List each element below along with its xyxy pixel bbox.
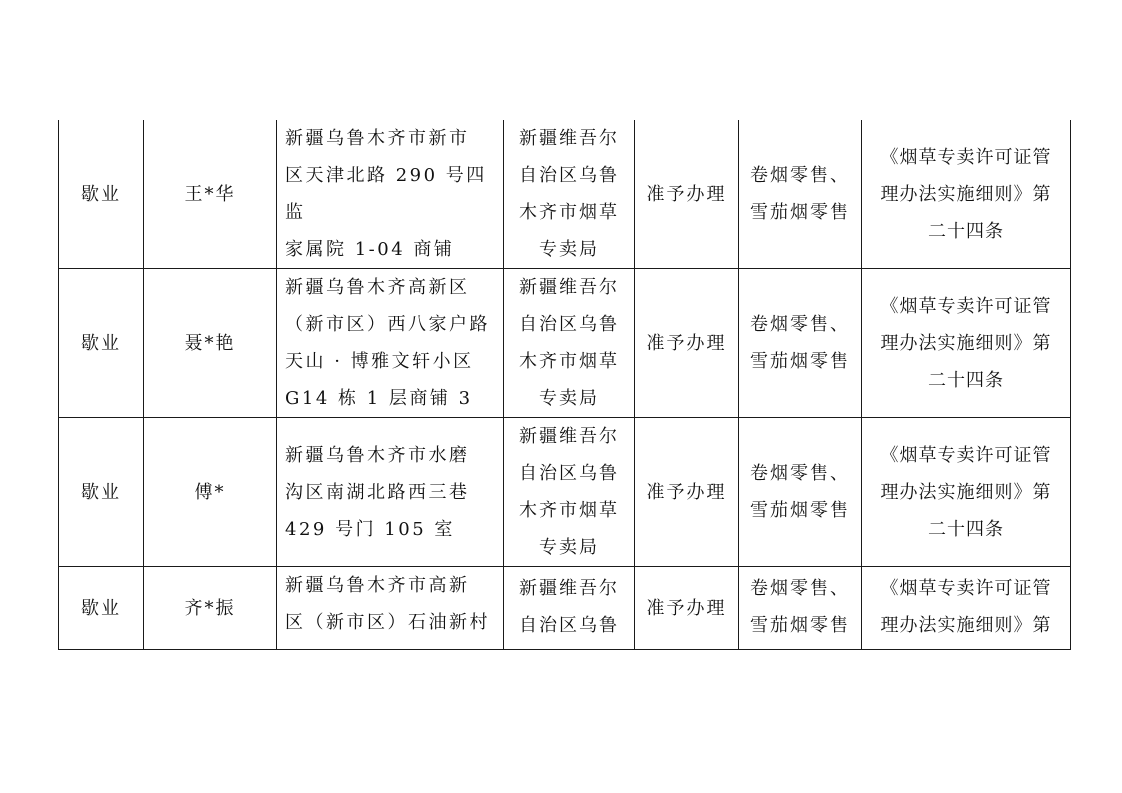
document-page (58, 120, 1070, 650)
category-cell: 歇业 (59, 120, 144, 269)
authority-line: 专卖局 (539, 388, 599, 409)
authority-line: 专卖局 (539, 537, 599, 558)
result-cell: 准予办理 (635, 269, 739, 418)
address-line: 天山 · 博雅文轩小区 (285, 351, 474, 372)
authority-line: 自治区乌鲁 (519, 463, 619, 484)
basis-cell (862, 418, 1071, 567)
basis-cell (862, 269, 1071, 418)
basis-cell (862, 567, 1071, 650)
authority-line: 专卖局 (539, 239, 599, 260)
address-line: 区天津北路 290 号四监 (285, 165, 487, 223)
basis-line: 《烟草专卖许可证管 (880, 146, 1052, 168)
authority-line: 自治区乌鲁 (519, 615, 619, 636)
authority-line: 木齐市烟草 (519, 500, 619, 521)
basis-line: 《烟草专卖许可证管 (880, 444, 1052, 466)
result-cell: 准予办理 (635, 567, 739, 650)
authority-cell (504, 418, 635, 567)
basis-line: 理办法实施细则》第 (880, 615, 1052, 636)
authority-line: 木齐市烟草 (519, 351, 619, 372)
name-cell: 聂*艳 (144, 269, 277, 418)
address-cell (277, 418, 504, 567)
scope-line: 卷烟零售、 (750, 165, 850, 186)
scope-cell (739, 120, 862, 269)
basis-line: 理办法实施细则》第 (880, 481, 1052, 503)
name-cell: 王*华 (144, 120, 277, 269)
basis-line: 《烟草专卖许可证管 (880, 295, 1052, 317)
address-line: G14 栋 1 层商铺 3 (285, 388, 473, 409)
basis-line: 理办法实施细则》第 (880, 332, 1052, 354)
scope-line: 卷烟零售、 (750, 578, 850, 599)
basis-line: 二十四条 (928, 369, 1004, 391)
address-line: 新疆乌鲁木齐市新市 (285, 128, 470, 149)
authority-line: 新疆维吾尔 (519, 426, 619, 447)
address-line: 新疆乌鲁木齐高新区 (285, 277, 470, 298)
name-cell: 傅* (144, 418, 277, 567)
category-cell: 歇业 (59, 418, 144, 567)
address-line: 家属院 1-04 商铺 (285, 239, 455, 260)
scope-line: 雪茄烟零售 (750, 615, 850, 636)
authority-cell (504, 567, 635, 650)
scope-cell (739, 567, 862, 650)
category-cell: 歇业 (59, 567, 144, 650)
basis-line: 理办法实施细则》第 (880, 183, 1052, 205)
address-line: 429 号门 105 室 (285, 518, 455, 540)
category-cell: 歇业 (59, 269, 144, 418)
scope-line: 卷烟零售、 (750, 463, 850, 484)
address-line: 新疆乌鲁木齐市高新 (285, 575, 470, 596)
authority-line: 新疆维吾尔 (519, 128, 619, 149)
address-cell (277, 120, 504, 269)
address-cell (277, 269, 504, 418)
scope-line: 雪茄烟零售 (750, 351, 850, 372)
basis-line: 《烟草专卖许可证管 (880, 578, 1052, 599)
scope-line: 卷烟零售、 (750, 314, 850, 335)
scope-cell (739, 269, 862, 418)
authority-line: 新疆维吾尔 (519, 277, 619, 298)
table-row (59, 120, 1071, 269)
address-line: 沟区南湖北路西三巷 (285, 481, 470, 503)
authority-line: 自治区乌鲁 (519, 314, 619, 335)
result-cell: 准予办理 (635, 120, 739, 269)
scope-cell (739, 418, 862, 567)
basis-line: 二十四条 (928, 220, 1004, 242)
address-line: （新市区）西八家户路 (285, 314, 490, 335)
basis-cell (862, 120, 1071, 269)
scope-line: 雪茄烟零售 (750, 500, 850, 521)
authority-line: 木齐市烟草 (519, 202, 619, 223)
basis-line: 二十四条 (928, 518, 1004, 540)
authority-line: 新疆维吾尔 (519, 578, 619, 599)
authority-cell (504, 269, 635, 418)
address-line: 新疆乌鲁木齐市水磨 (285, 444, 470, 466)
authority-line: 自治区乌鲁 (519, 165, 619, 186)
permit-table (58, 120, 1071, 650)
result-cell: 准予办理 (635, 418, 739, 567)
address-cell (277, 567, 504, 650)
scope-line: 雪茄烟零售 (750, 202, 850, 223)
address-line: 区（新市区）石油新村 (285, 612, 490, 633)
name-cell: 齐*振 (144, 567, 277, 650)
table-row (59, 418, 1071, 567)
table-row (59, 269, 1071, 418)
table-row (59, 567, 1071, 650)
authority-cell (504, 120, 635, 269)
